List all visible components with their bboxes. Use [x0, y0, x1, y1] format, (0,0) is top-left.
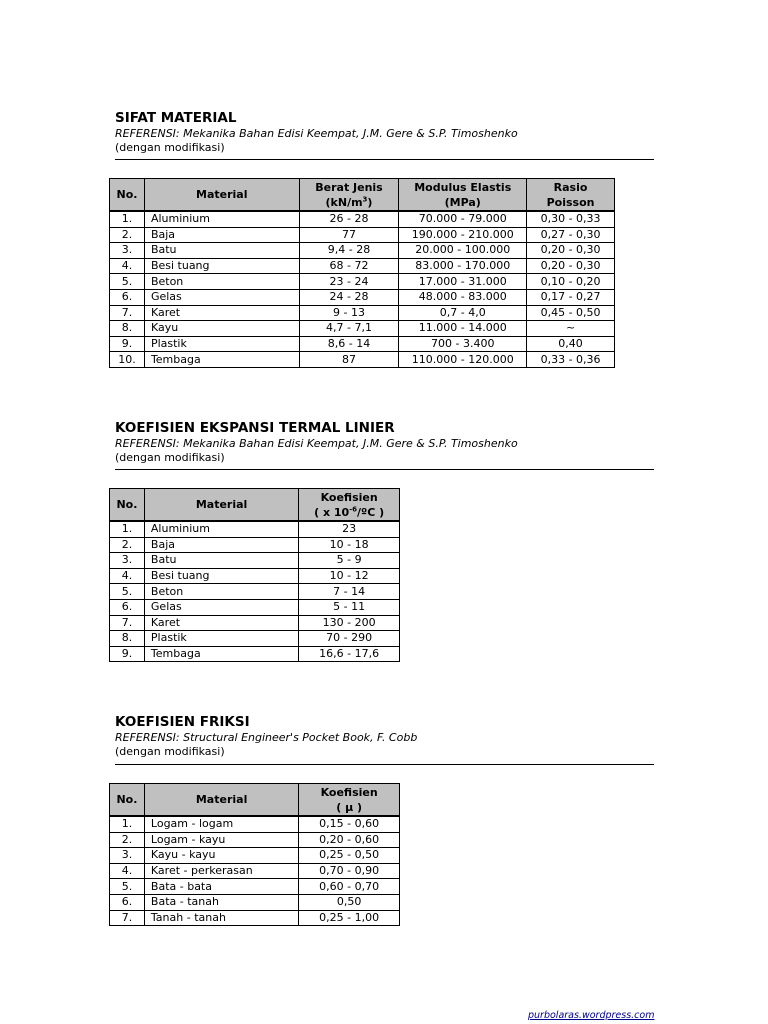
table-body	[110, 211, 615, 367]
cell-material: Bata - tanah	[144, 894, 298, 910]
cell-no: 5.	[110, 584, 145, 600]
reference-line	[115, 126, 654, 141]
section-koefisien-friksi	[115, 714, 654, 759]
cell-no: 1.	[110, 211, 145, 227]
cell-koefisien: 70 - 290	[299, 631, 400, 647]
table-row	[110, 879, 400, 895]
cell-no: 4.	[110, 568, 145, 584]
cell-material: Tembaga	[144, 352, 299, 368]
cell-berat-jenis: 9 - 13	[299, 305, 399, 321]
cell-koefisien: 0,70 - 0,90	[299, 863, 400, 879]
table-row	[110, 816, 400, 832]
cell-material: Kayu	[144, 321, 299, 337]
cell-poisson: 0,33 - 0,36	[527, 352, 615, 368]
cell-poisson: 0,20 - 0,30	[527, 243, 615, 259]
table-body	[110, 816, 400, 926]
table-row	[110, 352, 615, 368]
reference-line	[115, 436, 654, 451]
table-header-row	[110, 179, 615, 212]
cell-no: 1.	[110, 816, 145, 832]
cell-material: Baja	[144, 227, 299, 243]
header-no: No.	[110, 179, 145, 212]
cell-koefisien: 0,25 - 1,00	[299, 910, 400, 926]
divider-line	[115, 469, 654, 470]
cell-berat-jenis: 24 - 28	[299, 289, 399, 305]
cell-material: Plastik	[144, 631, 298, 647]
table-row	[110, 894, 400, 910]
table-header-row	[110, 784, 400, 817]
header-modulus-line2: (MPa)	[444, 195, 481, 209]
table-row	[110, 848, 400, 864]
cell-poisson: 0,30 - 0,33	[527, 211, 615, 227]
cell-poisson: ~	[527, 321, 615, 337]
cell-material: Aluminium	[144, 521, 298, 537]
header-koefisien	[299, 784, 400, 817]
cell-material: Karet	[144, 305, 299, 321]
cell-material: Batu	[144, 553, 298, 569]
cell-koefisien: 0,60 - 0,70	[299, 879, 400, 895]
cell-berat-jenis: 77	[299, 227, 399, 243]
table-row	[110, 305, 615, 321]
cell-no: 8.	[110, 321, 145, 337]
cell-modulus: 83.000 - 170.000	[399, 258, 527, 274]
header-modulus-line1: Modulus Elastis	[414, 180, 512, 194]
cell-no: 9.	[110, 646, 145, 662]
cell-material: Karet	[144, 615, 298, 631]
header-koefisien-close: /ºC )	[357, 505, 385, 519]
reference-label: REFERENSI	[115, 127, 176, 140]
cell-no: 1.	[110, 521, 145, 537]
reference-label: REFERENSI	[115, 437, 176, 450]
cell-material: Batu	[144, 243, 299, 259]
table-row	[110, 274, 615, 290]
cell-modulus: 700 - 3.400	[399, 336, 527, 352]
table-row	[110, 243, 615, 259]
cell-material: Tanah - tanah	[144, 910, 298, 926]
modification-note: (dengan modifikasi)	[115, 141, 225, 154]
header-poisson-line1: Rasio	[553, 180, 588, 194]
cell-koefisien: 0,15 - 0,60	[299, 816, 400, 832]
modification-note: (dengan modifikasi)	[115, 451, 225, 464]
cell-koefisien: 130 - 200	[299, 615, 400, 631]
cell-material: Plastik	[144, 336, 299, 352]
cell-berat-jenis: 68 - 72	[299, 258, 399, 274]
footer-website-link[interactable]: purbolaras.wordpress.com	[528, 1010, 655, 1021]
cell-poisson: 0,27 - 0,30	[527, 227, 615, 243]
section-ekspansi-termal	[115, 420, 654, 465]
cell-berat-jenis: 87	[299, 352, 399, 368]
reference-line	[115, 730, 654, 745]
cell-koefisien: 5 - 9	[299, 553, 400, 569]
cell-poisson: 0,17 - 0,27	[527, 289, 615, 305]
cell-no: 3.	[110, 243, 145, 259]
cell-poisson: 0,40	[527, 336, 615, 352]
divider-line	[115, 159, 654, 160]
cell-modulus: 48.000 - 83.000	[399, 289, 527, 305]
table-ekspansi-termal	[109, 488, 400, 662]
cell-modulus: 20.000 - 100.000	[399, 243, 527, 259]
cell-koefisien: 0,25 - 0,50	[299, 848, 400, 864]
reference-label: REFERENSI	[115, 731, 176, 744]
cell-material: Baja	[144, 537, 298, 553]
reference-text: : Mekanika Bahan Edisi Keempat, J.M. Gere & S.P. Timoshenko	[175, 437, 518, 450]
table-row	[110, 336, 615, 352]
cell-material: Karet - perkerasan	[144, 863, 298, 879]
cell-modulus: 110.000 - 120.000	[399, 352, 527, 368]
header-koefisien-line1: Koefisien	[320, 785, 378, 799]
cell-berat-jenis: 26 - 28	[299, 211, 399, 227]
header-koefisien-sup: -6	[349, 504, 357, 513]
cell-no: 2.	[110, 832, 145, 848]
header-material: Material	[144, 784, 298, 817]
cell-no: 5.	[110, 274, 145, 290]
cell-no: 8.	[110, 631, 145, 647]
cell-material: Bata - bata	[144, 879, 298, 895]
table-row	[110, 537, 400, 553]
cell-material: Gelas	[144, 289, 299, 305]
table-sifat-material	[109, 178, 615, 368]
cell-poisson: 0,45 - 0,50	[527, 305, 615, 321]
cell-material: Besi tuang	[144, 258, 299, 274]
table-row	[110, 227, 615, 243]
table-row	[110, 568, 400, 584]
table-row	[110, 832, 400, 848]
cell-modulus: 0,7 - 4,0	[399, 305, 527, 321]
cell-modulus: 17.000 - 31.000	[399, 274, 527, 290]
cell-no: 7.	[110, 305, 145, 321]
table-row	[110, 521, 400, 537]
cell-poisson: 0,10 - 0,20	[527, 274, 615, 290]
cell-material: Aluminium	[144, 211, 299, 227]
section-title: KOEFISIEN EKSPANSI TERMAL LINIER	[115, 420, 395, 436]
cell-koefisien: 5 - 11	[299, 599, 400, 615]
table-row	[110, 553, 400, 569]
cell-material: Logam - logam	[144, 816, 298, 832]
table-body	[110, 521, 400, 662]
table-row	[110, 615, 400, 631]
cell-no: 4.	[110, 863, 145, 879]
header-no: No.	[110, 784, 145, 817]
header-koefisien-line1: Koefisien	[320, 490, 378, 504]
cell-material: Gelas	[144, 599, 298, 615]
cell-no: 6.	[110, 894, 145, 910]
table-row	[110, 599, 400, 615]
section-sifat-material	[115, 110, 654, 155]
cell-koefisien: 7 - 14	[299, 584, 400, 600]
cell-modulus: 70.000 - 79.000	[399, 211, 527, 227]
cell-no: 9.	[110, 336, 145, 352]
cell-modulus: 11.000 - 14.000	[399, 321, 527, 337]
header-material: Material	[144, 179, 299, 212]
header-berat-jenis-line1: Berat Jenis	[315, 180, 383, 194]
cell-no: 4.	[110, 258, 145, 274]
cell-no: 6.	[110, 599, 145, 615]
header-no: No.	[110, 489, 145, 522]
cell-material: Beton	[144, 584, 298, 600]
cell-berat-jenis: 23 - 24	[299, 274, 399, 290]
cell-material: Besi tuang	[144, 568, 298, 584]
cell-no: 2.	[110, 537, 145, 553]
cell-no: 10.	[110, 352, 145, 368]
cell-no: 3.	[110, 553, 145, 569]
cell-material: Beton	[144, 274, 299, 290]
header-koefisien	[299, 489, 400, 522]
header-koefisien-unit: ( x 10	[314, 505, 350, 519]
table-row	[110, 631, 400, 647]
modification-note: (dengan modifikasi)	[115, 745, 225, 758]
header-berat-jenis-unit: (kN/m	[325, 195, 363, 209]
header-poisson-line2: Poisson	[546, 195, 595, 209]
table-row	[110, 584, 400, 600]
cell-koefisien: 23	[299, 521, 400, 537]
cell-no: 2.	[110, 227, 145, 243]
cell-berat-jenis: 4,7 - 7,1	[299, 321, 399, 337]
cell-no: 3.	[110, 848, 145, 864]
table-row	[110, 258, 615, 274]
reference-text: : Structural Engineer's Pocket Book, F. Cobb	[175, 731, 418, 744]
cell-berat-jenis: 9,4 - 28	[299, 243, 399, 259]
cell-material: Kayu - kayu	[144, 848, 298, 864]
cell-no: 5.	[110, 879, 145, 895]
reference-text: : Mekanika Bahan Edisi Keempat, J.M. Gere & S.P. Timoshenko	[175, 127, 518, 140]
table-row	[110, 211, 615, 227]
table-koefisien-friksi	[109, 783, 400, 926]
cell-no: 6.	[110, 289, 145, 305]
header-material: Material	[144, 489, 298, 522]
cell-berat-jenis: 8,6 - 14	[299, 336, 399, 352]
table-row	[110, 863, 400, 879]
cell-no: 7.	[110, 615, 145, 631]
cell-koefisien: 0,20 - 0,60	[299, 832, 400, 848]
section-title: SIFAT MATERIAL	[115, 110, 237, 126]
cell-poisson: 0,20 - 0,30	[527, 258, 615, 274]
section-title: KOEFISIEN FRIKSI	[115, 714, 250, 730]
cell-material: Logam - kayu	[144, 832, 298, 848]
header-berat-jenis-sup: 3	[362, 194, 368, 203]
header-modulus	[399, 179, 527, 212]
cell-koefisien: 10 - 18	[299, 537, 400, 553]
cell-no: 7.	[110, 910, 145, 926]
cell-koefisien: 0,50	[299, 894, 400, 910]
table-row	[110, 289, 615, 305]
cell-material: Tembaga	[144, 646, 298, 662]
header-berat-jenis	[299, 179, 399, 212]
header-berat-jenis-close: )	[367, 195, 373, 209]
cell-modulus: 190.000 - 210.000	[399, 227, 527, 243]
table-row	[110, 910, 400, 926]
table-row	[110, 646, 400, 662]
divider-line	[115, 764, 654, 765]
header-poisson	[527, 179, 615, 212]
cell-koefisien: 10 - 12	[299, 568, 400, 584]
table-row	[110, 321, 615, 337]
header-koefisien-symbol: ( μ )	[336, 800, 363, 814]
cell-koefisien: 16,6 - 17,6	[299, 646, 400, 662]
table-header-row	[110, 489, 400, 522]
